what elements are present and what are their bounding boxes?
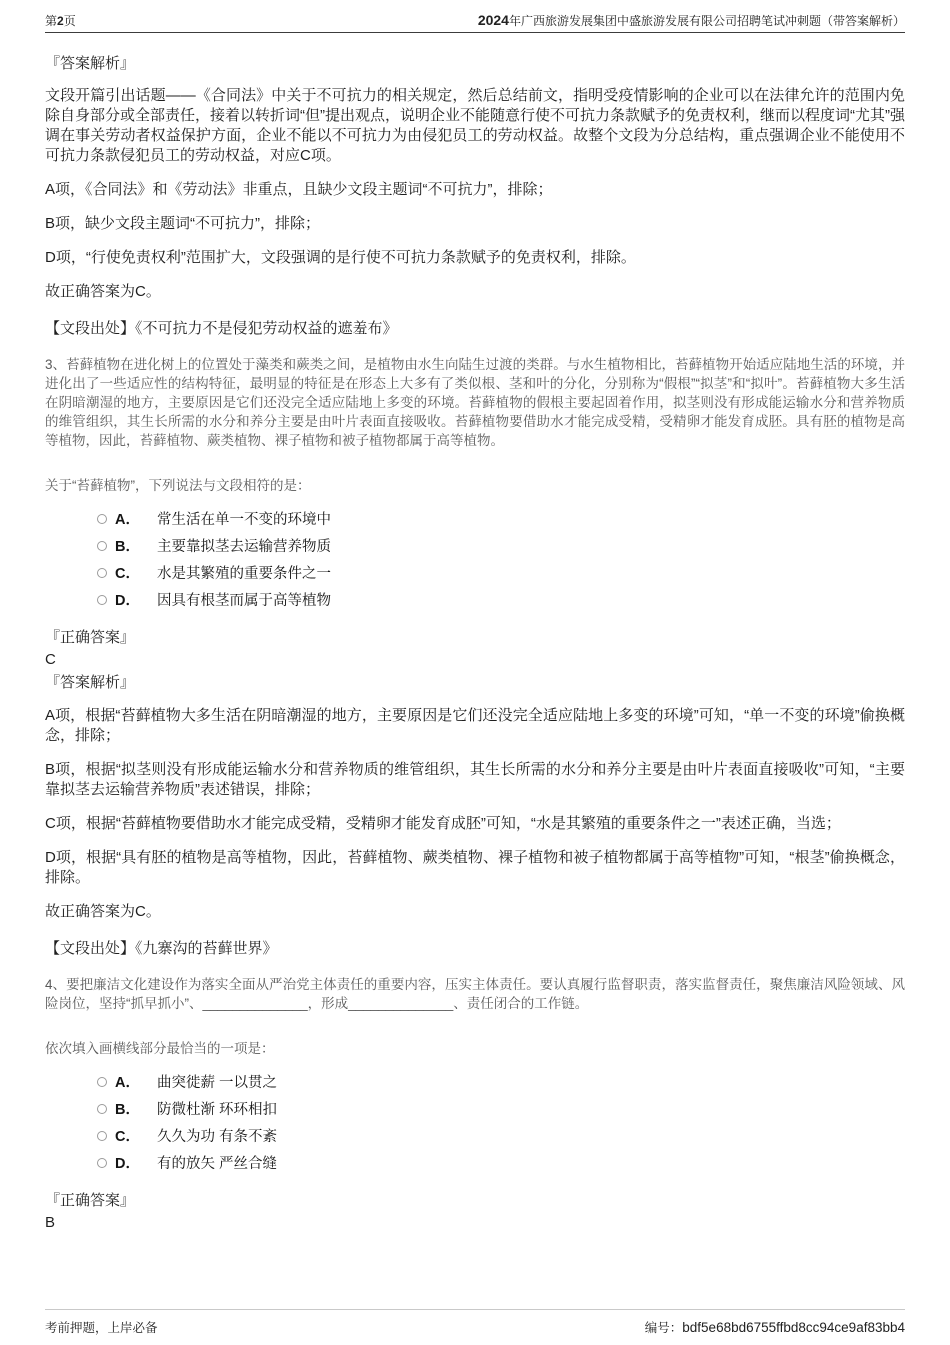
radio-icon[interactable] (97, 541, 107, 551)
page-number-prefix: 第 (45, 14, 58, 28)
page-footer (45, 1309, 905, 1336)
q4-option-a[interactable] (97, 1072, 905, 1091)
q3-analysis-item-d: D项，根据“具有胚的植物是高等植物，因此，苔藓植物、蕨类植物、裸子植物和被子植物都属于高等植物”可知，“根茎”偷换概念，排除。 (45, 849, 905, 886)
q3-analysis-label: 『答案解析』 (45, 674, 136, 691)
q3-correct-answer-label: 『正确答案』 (45, 629, 136, 646)
page-number-value: 2 (57, 14, 64, 28)
option-text: 有的放矢 严丝合缝 (156, 1156, 278, 1172)
q4-option-c[interactable] (97, 1126, 905, 1145)
q3-option-b[interactable] (97, 536, 905, 555)
option-letter: C． (115, 1129, 140, 1145)
footer-code-value: bdf5e68bd6755ffbd8cc94ce9af83bb4 (682, 1320, 905, 1335)
document-title (478, 12, 905, 29)
q2-analysis-summary: 文段开篇引出话题——《合同法》中关于不可抗力的相关规定，然后总结前文，指明受疫情影响的企业可以在法律允许的范围内免除自身部分或全部责任，接着以转折词“但”提出观点，说明企业不能随意行使不可抗力条款赋予的免责权利，继而以程度词“尤其”强调在事关劳动者权益保护方面，企业不能以不可抗力为由侵犯员工的劳动权益。故整个文段为分总结构，重点强调企业不能使用不可抗力条款侵犯员工的劳动权益，对应C项。 (45, 87, 905, 164)
page-number-suffix: 页 (63, 14, 76, 28)
q3-analysis-item-a: A项，根据“苔藓植物大多生活在阴暗潮湿的地方，主要原因是它们还没完全适应陆地上多变的环境”可知，“单一不变的环境”偷换概念，排除； (45, 707, 905, 744)
option-text: 久久为功 有条不紊 (156, 1129, 278, 1145)
option-letter: C． (115, 566, 140, 582)
q2-analysis-item-b: B项，缺少文段主题词“不可抗力”，排除； (45, 215, 320, 232)
option-text: 主要靠拟茎去运输营养物质 (156, 539, 331, 555)
radio-icon[interactable] (97, 595, 107, 605)
option-text: 水是其繁殖的重要条件之一 (156, 566, 331, 582)
q4-options (45, 1072, 905, 1172)
q2-analysis-item-d: D项，“行使免责权利”范围扩大，文段强调的是行使不可抗力条款赋予的免责权利，排除。 (45, 249, 636, 266)
q4-stem: 4、要把廉洁文化建设作为落实全面从严治党主体责任的重要内容，压实主体责任。要认真履行监督职责，落实监督责任，聚焦廉洁风险领域、风险岗位，坚持“抓早抓小”、______________，形成______________、责任闭合的工作链。 (45, 977, 905, 1011)
q4-correct-answer-value: B (45, 1214, 56, 1231)
q4-correct-answer-label: 『正确答案』 (45, 1192, 136, 1209)
q3-sub-question: 关于“苔藓植物”，下列说法与文段相符的是： (45, 478, 311, 493)
radio-icon[interactable] (97, 1131, 107, 1141)
document-title-year: 2024 (477, 12, 509, 28)
q3-stem: 3、苔藓植物在进化树上的位置处于藻类和蕨类之间，是植物由水生向陆生过渡的类群。与水生植物相比，苔藓植物开始适应陆地生活的环境，并进化出了一些适应性的结构特征，最明显的特征是在形态上大多有了类似根、茎和叶的分化，分别称为“假根”“拟茎”和“拟叶”。苔藓植物大多生活在阴暗潮湿的地方，主要原因是它们还没完全适应陆地上多变的环境。苔藓植物的假根主要起固着作用，拟茎则没有形成能运输水分和营养物质的维管组织，其生长所需的水分和养分主要是由叶片表面直接吸收。苔藓植物要借助水才能完成受精，受精卵才能发育成胚。具有胚的植物是高等植物，因此，苔藓植物、蕨类植物、裸子植物和被子植物都属于高等植物。 (45, 357, 905, 448)
q4-option-d[interactable] (97, 1153, 905, 1172)
radio-icon[interactable] (97, 568, 107, 578)
option-text: 曲突徙薪 一以贯之 (156, 1075, 278, 1091)
q3-source-line: 【文段出处】《九寨沟的苔藓世界》 (45, 940, 278, 957)
radio-icon[interactable] (97, 514, 107, 524)
footer-slogan: 考前押题，上岸必备 (45, 1321, 158, 1335)
q3-analysis-item-b: B项，根据“拟茎则没有形成能运输水分和营养物质的维管组织，其生长所需的水分和养分主要是由叶片表面直接吸收”可知，“主要靠拟茎去运输营养物质”表述错误，排除； (45, 761, 905, 798)
radio-icon[interactable] (97, 1104, 107, 1114)
q4-sub-question: 依次填入画横线部分最恰当的一项是： (45, 1041, 275, 1056)
page-number (45, 12, 76, 29)
option-letter: D． (115, 593, 140, 609)
option-letter: A． (115, 1075, 140, 1091)
q3-analysis-conclusion: 故正确答案为C。 (45, 903, 161, 920)
footer-code (645, 1318, 905, 1336)
option-letter: A． (115, 512, 140, 528)
q2-source-line: 【文段出处】《不可抗力不是侵犯劳动权益的遮羞布》 (45, 320, 398, 337)
q4-option-b[interactable] (97, 1099, 905, 1118)
option-letter: D． (115, 1156, 140, 1172)
option-letter: B． (115, 539, 140, 555)
q3-analysis-item-c: C项，根据“苔藓植物要借助水才能完成受精，受精卵才能发育成胚”可知，“水是其繁殖的重要条件之一”表述正确，当选； (45, 815, 841, 832)
q2-analysis-label: 『答案解析』 (45, 55, 136, 72)
page-header (45, 0, 905, 33)
q3-option-a[interactable] (97, 509, 905, 528)
radio-icon[interactable] (97, 1077, 107, 1087)
footer-code-label: 编号： (644, 1321, 683, 1335)
option-text: 防微杜渐 环环相扣 (156, 1102, 278, 1118)
q3-options (45, 509, 905, 609)
q2-analysis-item-a: A项，《合同法》和《劳动法》非重点，且缺少文段主题词“不可抗力”，排除； (45, 181, 553, 198)
option-text: 常生活在单一不变的环境中 (156, 512, 331, 528)
q3-option-c[interactable] (97, 563, 905, 582)
document-title-text: 年广西旅游发展集团中盛旅游发展有限公司招聘笔试冲刺题（带答案解析） (508, 14, 905, 28)
q3-correct-answer-value: C (45, 651, 56, 668)
radio-icon[interactable] (97, 1158, 107, 1168)
option-text: 因具有根茎而属于高等植物 (156, 593, 331, 609)
q3-option-d[interactable] (97, 590, 905, 609)
option-letter: B． (115, 1102, 140, 1118)
q2-analysis-conclusion: 故正确答案为C。 (45, 283, 161, 300)
